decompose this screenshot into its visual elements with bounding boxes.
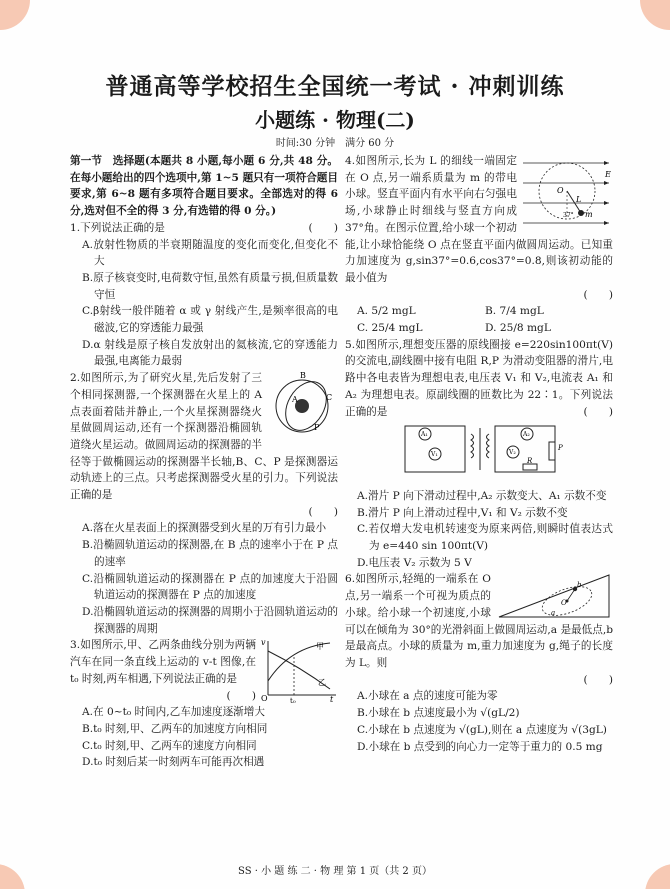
label-L: L [576, 195, 582, 204]
label-V2: V₂ [509, 449, 516, 457]
label-E: E [605, 170, 611, 179]
axis-v: v [261, 638, 266, 648]
label-a: a [551, 609, 556, 618]
option-a: A.滑片 P 向下滑动过程中,A₂ 示数变大、A₁ 示数不变 [357, 489, 607, 502]
label-C: C [326, 393, 333, 403]
option-c: C.β射线一般伴随着 α 或 γ 射线产生,是频率很高的电磁波,它的穿透能力最强 [82, 305, 338, 335]
answer-paren: ( ) [583, 288, 613, 301]
option-b: B.小球在 b 点速度最小为 √(gL/2) [357, 707, 520, 720]
option-d: D.α 射线是原子核自发放射出的氦核流,它的穿透能力最强,电离能力最弱 [82, 338, 338, 368]
option-d: D.t₀ 时刻后某一时刻两车可能再次相遇 [82, 756, 265, 769]
axis-t: t [330, 695, 334, 704]
decorative-corner [0, 0, 30, 30]
section-intro: 第一节 选择题(本题共 8 小题,每小题 6 分,共 48 分。在每小题给出的四个选项中,第 1~5 题只有一项符合题目要求,第 6~8 题有多项符合题目要求。全部选对的得 6 分,选对但不全的得 3 分,有选错的得 0 分。) [70, 155, 338, 218]
option-b: B.滑片 P 向上滑动过程中,V₁ 和 V₂ 示数不变 [357, 506, 568, 519]
field-circle-figure [521, 153, 613, 229]
label-O: O [561, 599, 567, 608]
incline-circle-figure [495, 571, 613, 621]
label-t0: t₀ [290, 697, 296, 704]
option-a: A. 5/2 mgL [357, 305, 416, 318]
option-b: B. 7/4 mgL [485, 305, 544, 318]
exam-meta: 时间:30 分钟 满分 60 分 [275, 138, 395, 149]
label-P: P [314, 423, 320, 433]
option-d: D.小球在 b 点受到的向心力一定等于重力的 0.5 mg [357, 740, 603, 753]
answer-paren: ( ) [583, 673, 613, 686]
option-d: D. 25/8 mgL [485, 322, 551, 335]
question-3 [70, 637, 338, 771]
question-stem: 2.如图所示,为了研究火星,先后发射了三个相同探测器,一个探测器在火星上的 A 点表面着陆并静止,一个火星探测器绕火星做圆周运动,还有一个探测器沿椭圆轨道绕火星运动。做圆周运动的探测器的半径等于做椭圆运动的探测器半长轴,B、C、P 是探测器运动轨迹上的三点。只考虑探测器受火星的引力。下列说法正确的是 [70, 372, 338, 502]
option-c: C.t₀ 时刻,甲、乙两车的速度方向相同 [82, 739, 257, 752]
option-d: D.电压表 V₂ 示数为 5 V [357, 556, 472, 569]
question-1 [70, 220, 338, 370]
question-stem: 1.下列说法正确的是 [70, 221, 165, 234]
label-b: b [577, 581, 582, 590]
question-stem: 6.如图所示,轻绳的一端系在 O 点,另一端系一个可视为质点的小球。给小球一个初速度,小球可以在倾角为 30°的光滑斜面上做圆周运动,a 是最低点,b 是最高点。小球的质量为 m,重力加速度为 g,绳子的长度为 L。则 [345, 573, 613, 669]
question-stem: 4.如图所示,长为 L 的细线一端固定在 O 点,另一端系质量为 m 的带电小球。竖直平面内有水平向右匀强电场,小球静止时细线与竖直方向成 37°角。在图示位置,给小球一个初动能,让小球恰能绕 O 点在竖直平面内做圆周运动。已知重力加速度为 g,sin37°=0.6,cos37°=0.8,则该初动能的最小值为 [345, 155, 613, 284]
page-footer: SS · 小 题 练 二 · 物 理 第 1 页（共 2 页） [238, 866, 432, 877]
option-b: B.沿椭圆轨道运动的探测器,在 B 点的速率小于在 P 点的速率 [82, 539, 338, 568]
option-c: C.若仅增大发电机转速变为原来两倍,则瞬时值表达式为 e=440 sin 100πt(V) [357, 523, 613, 553]
answer-paren: ( ) [583, 405, 613, 418]
option-c: C.小球在 b 点速度为 √(gL),则在 a 点速度为 √(3gL) [357, 723, 607, 736]
option-a: A.小球在 a 点的速度可能为零 [357, 690, 498, 703]
question-2 [70, 370, 338, 637]
vt-graph-figure [260, 637, 338, 703]
left-column [70, 153, 338, 771]
option-a: A.落在火星表面上的探测器受到火星的万有引力最小 [82, 522, 327, 535]
option-d: D.沿椭圆轨道运动的探测器的周期小于沿圆轨道运动的探测器的周期 [82, 605, 338, 635]
right-column [345, 153, 613, 755]
question-6 [345, 571, 613, 755]
transformer-circuit-figure [345, 420, 613, 482]
label-B: B [300, 371, 306, 381]
answer-paren: ( ) [308, 505, 338, 518]
answer-paren: ( ) [226, 689, 256, 702]
axis-origin: O [261, 694, 268, 704]
page-title: 普通高等学校招生全国统一考试 · 冲刺训练 [105, 73, 565, 100]
option-a: A.放射性物质的半衰期随温度的变化而变化,但变化不大 [82, 238, 338, 268]
label-A: A [292, 395, 298, 405]
option-c: C. 25/4 mgL [357, 322, 423, 335]
orbit-figure [266, 370, 338, 440]
label-m: m [585, 210, 593, 219]
label-O: O [557, 186, 564, 195]
label-P: P [558, 444, 563, 453]
label-A1: A₁ [421, 431, 428, 439]
decorative-corner [640, 0, 670, 30]
answer-paren: ( ) [308, 221, 338, 234]
option-b: B.t₀ 时刻,甲、乙两车的加速度方向相同 [82, 722, 268, 735]
label-A2: A₂ [523, 431, 530, 439]
option-a: A.在 0~t₀ 时间内,乙车加速度逐渐增大 [82, 706, 265, 719]
label-R: R [527, 457, 533, 466]
page-subtitle: 小题练 · 物理(二) [255, 108, 415, 132]
label-V1: V₁ [431, 451, 438, 459]
question-4 [345, 153, 613, 337]
label-jia: 甲 [316, 642, 324, 652]
question-stem: 5.如图所示,理想变压器的原线圈接 e=220sin100πt(V)的交流电,副线圈中接有电阻 R,P 为滑动变阻器的滑片,电路中各电表皆为理想电表,电压表 V₁ 和 V₂,电流表 A₁ 和 A₂ 为理想电表。原副线圈的匝数比为 22∶1。下列说法正确的是 [345, 338, 613, 418]
label-yi: 乙 [318, 678, 326, 688]
label-angle: 37° [563, 212, 574, 219]
question-stem: 3.如图所示,甲、乙两条曲线分别为两辆汽车在同一条直线上运动的 v-t 图像,在 t₀ 时刻,两车相遇,下列说法正确的是 [70, 639, 256, 685]
question-5 [345, 337, 613, 572]
option-b: B.原子核衰变时,电荷数守恒,虽然有质量亏损,但质量数守恒 [82, 271, 338, 301]
option-c: C.沿椭圆轨道运动的探测器在 P 点的加速度大于沿圆轨道运动的探测器在 P 点的加速度 [82, 572, 338, 602]
